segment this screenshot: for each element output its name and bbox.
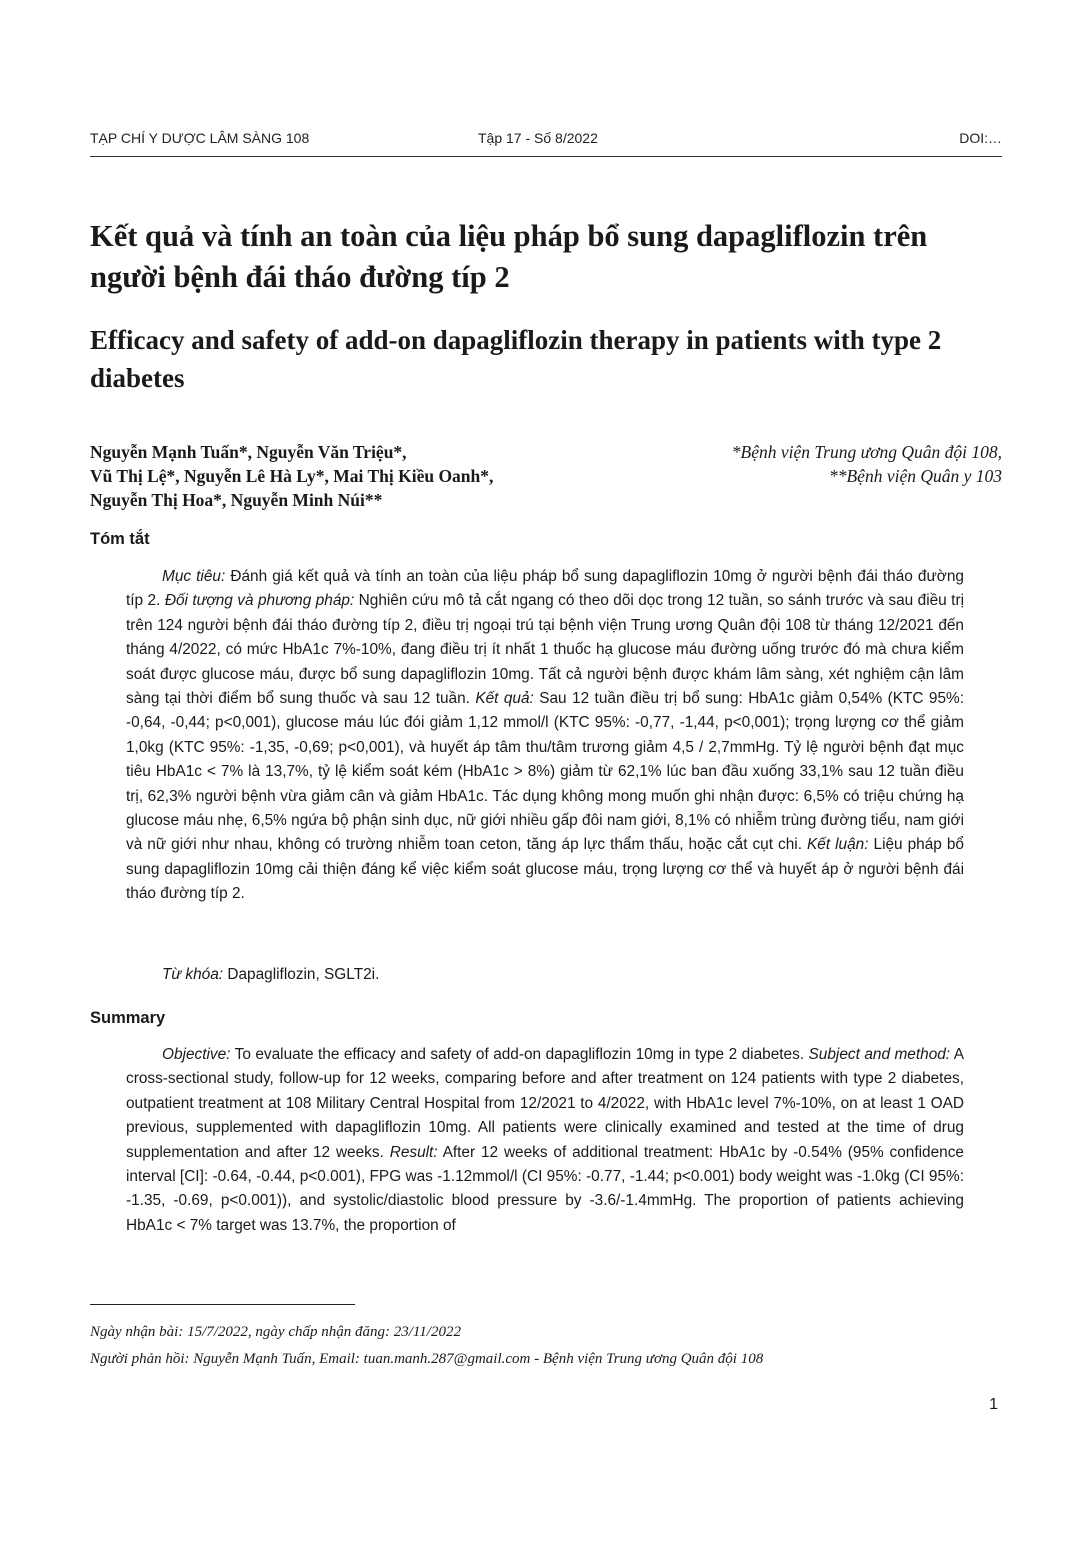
keywords (126, 963, 964, 987)
conclusion-label: Kết luận: (807, 836, 869, 854)
objective-text: To evaluate the efficacy and safety of add-on dapagliflozin 10mg in type 2 diabetes. (230, 1046, 809, 1063)
article-title-vietnamese: Kết quả và tính an toàn của liệu pháp bổ sung dapagliflozin trên người bệnh đái tháo đường típ 2 (90, 219, 928, 294)
objective-label: Objective: (162, 1046, 231, 1063)
page-number: 1 (989, 1396, 998, 1413)
abstract-vietnamese (126, 565, 964, 907)
doi-link[interactable]: DOI:… (959, 130, 1002, 146)
abstract-heading-vietnamese: Tóm tắt (90, 530, 150, 548)
result-text: Sau 12 tuần điều trị bổ sung: HbA1c giảm 0,54% (KTC 95%: -0,64, -0,44; p<0,001), glucose máu lúc đói giảm 1,12 mmol/l (KTC 95%: -0,77, -1,44, p<0,001); trọng lượng cơ thể giảm 1,0kg (KTC 95%: -1,35, -0,69; p<0,001), và huyết áp tâm thu/tâm trương giảm 4,5 / 2,7mmHg. Tỷ lệ người bệnh đạt mục tiêu HbA1c < 7% là 13,7%, tỷ lệ kiểm soát kém (HbA1c > 8%) giảm từ 62,1% lúc ban đầu xuống 33,1% sau 12 tuần điều trị, 62,3% người bệnh vừa giảm cân và giảm HbA1c. Tác dụng không mong muốn ghi nhận được: 6,5% có triệu chứng hạ glucose máu nhẹ, 6,5% ngứa bộ phận sinh dục, nữ giới nhiều gấp đôi nam giới, 8,1% có nhiễm trùng đường tiểu, nam giới và nữ giới như nhau, không có trường nhiễm toan ceton, tăng áp lực thẩm thấu, hoặc cắt cụt chi. (126, 690, 965, 854)
method-label: Đối tượng và phương pháp: (164, 592, 355, 610)
objective-text: Đánh giá kết quả và tính an toàn của liệu pháp bổ sung dapagliflozin 10mg ở người bệnh đái tháo đường típ 2. (126, 568, 964, 610)
method-label: Subject and method: (808, 1046, 951, 1063)
method-text: A cross-sectional study, follow-up for 12 weeks, comparing before and after treatment on 124 patients with type 2 diabetes, outpatient treatment at 108 Military Central Hospital from 12/2021 to 4/2022, with HbA1c level 7%-10%, on at least 1 OAD previous, supplemented with dapagliflozin 10mg. All patients were clinically examined and tested at the time of drug supplementation and after 12 weeks. (126, 1046, 964, 1161)
author-list (90, 440, 650, 512)
abstract-english (126, 1043, 964, 1238)
article-title-english: Efficacy and safety of add-on dapagliflozin therapy in patients with type 2 diabetes (90, 325, 942, 393)
result-label: Result: (389, 1143, 438, 1161)
issue-number: Tập 17 - Số 8/2022 (478, 130, 598, 146)
received-date-footnote: Ngày nhận bài: 15/7/2022, ngày chấp nhận đăng: 23/11/2022 (90, 1324, 461, 1340)
objective-label: Mục tiêu: (162, 568, 226, 585)
method-text: Nghiên cứu mô tả cắt ngang có theo dõi dọc trong 12 tuần, so sánh trước và sau điều trị trên 124 người bệnh đái tháo đường típ 2, điều trị ngoại trú tại bệnh viện Trung ương Quân đội 108 từ tháng 12/2021 đến tháng 4/2022, có mức HbA1c 7%-10%, đang điều trị ít nhất 1 thuốc hạ glucose máu đường uống trước đó mà chưa kiểm soát được glucose máu, được bổ sung dapagliflozin 10mg. Tất cả người bệnh được khám lâm sàng, xét nghiệm cận lâm sàng tại thời điểm bổ sung thuốc và sau 12 tuần. (126, 592, 965, 708)
header-divider (90, 156, 1002, 157)
result-text: After 12 weeks of additional treatment: HbA1c by -0.54% (95% confidence interval [CI]: -0.64, -0.44, p<0.001), FPG was -1.12mmol/l (CI 95%: -0.77, -1.44; p<0.001) body weight was -1.0kg (CI 95%: -1.35, -0.69, p<0.001)), and systolic/diastolic blood pressure by -3.6/-1.4mmHg. The proportion of patients achieving HbA1c < 7% target was 13.7%, the proportion of (126, 1143, 964, 1234)
running-header (90, 130, 1002, 152)
affiliation-line: **Bệnh viện Quân y 103 (828, 466, 1002, 486)
journal-name: TẠP CHÍ Y DƯỢC LÂM SÀNG 108 (90, 130, 310, 146)
result-label: Kết quả: (475, 690, 534, 708)
affiliation-line: *Bệnh viện Trung ương Quân đội 108, (731, 442, 1002, 462)
keywords-label: Từ khóa: (162, 966, 224, 983)
conclusion-text: Liệu pháp bổ sung dapagliflozin 10mg cải thiện đáng kể việc kiểm soát glucose máu, trọng lượng cơ thể và huyết áp ở người bệnh đái tháo đường típ 2. (126, 836, 964, 903)
correspondence-footnote: Người phản hồi: Nguyễn Mạnh Tuấn, Email: tuan.manh.287@gmail.com - Bệnh viện Trung ương Quân đội 108 (90, 1351, 764, 1367)
author-line: Nguyễn Thị Hoa*, Nguyễn Minh Núi** (90, 490, 383, 510)
abstract-heading-english: Summary (90, 1009, 166, 1027)
footnote-divider (90, 1304, 355, 1305)
keywords-text: Dapagliflozin, SGLT2i. (223, 966, 380, 983)
author-line: Nguyễn Mạnh Tuấn*, Nguyễn Văn Triệu*, (90, 442, 407, 462)
affiliation-list (642, 440, 1002, 488)
author-line: Vũ Thị Lệ*, Nguyễn Lê Hà Ly*, Mai Thị Kiều Oanh*, (90, 466, 494, 486)
